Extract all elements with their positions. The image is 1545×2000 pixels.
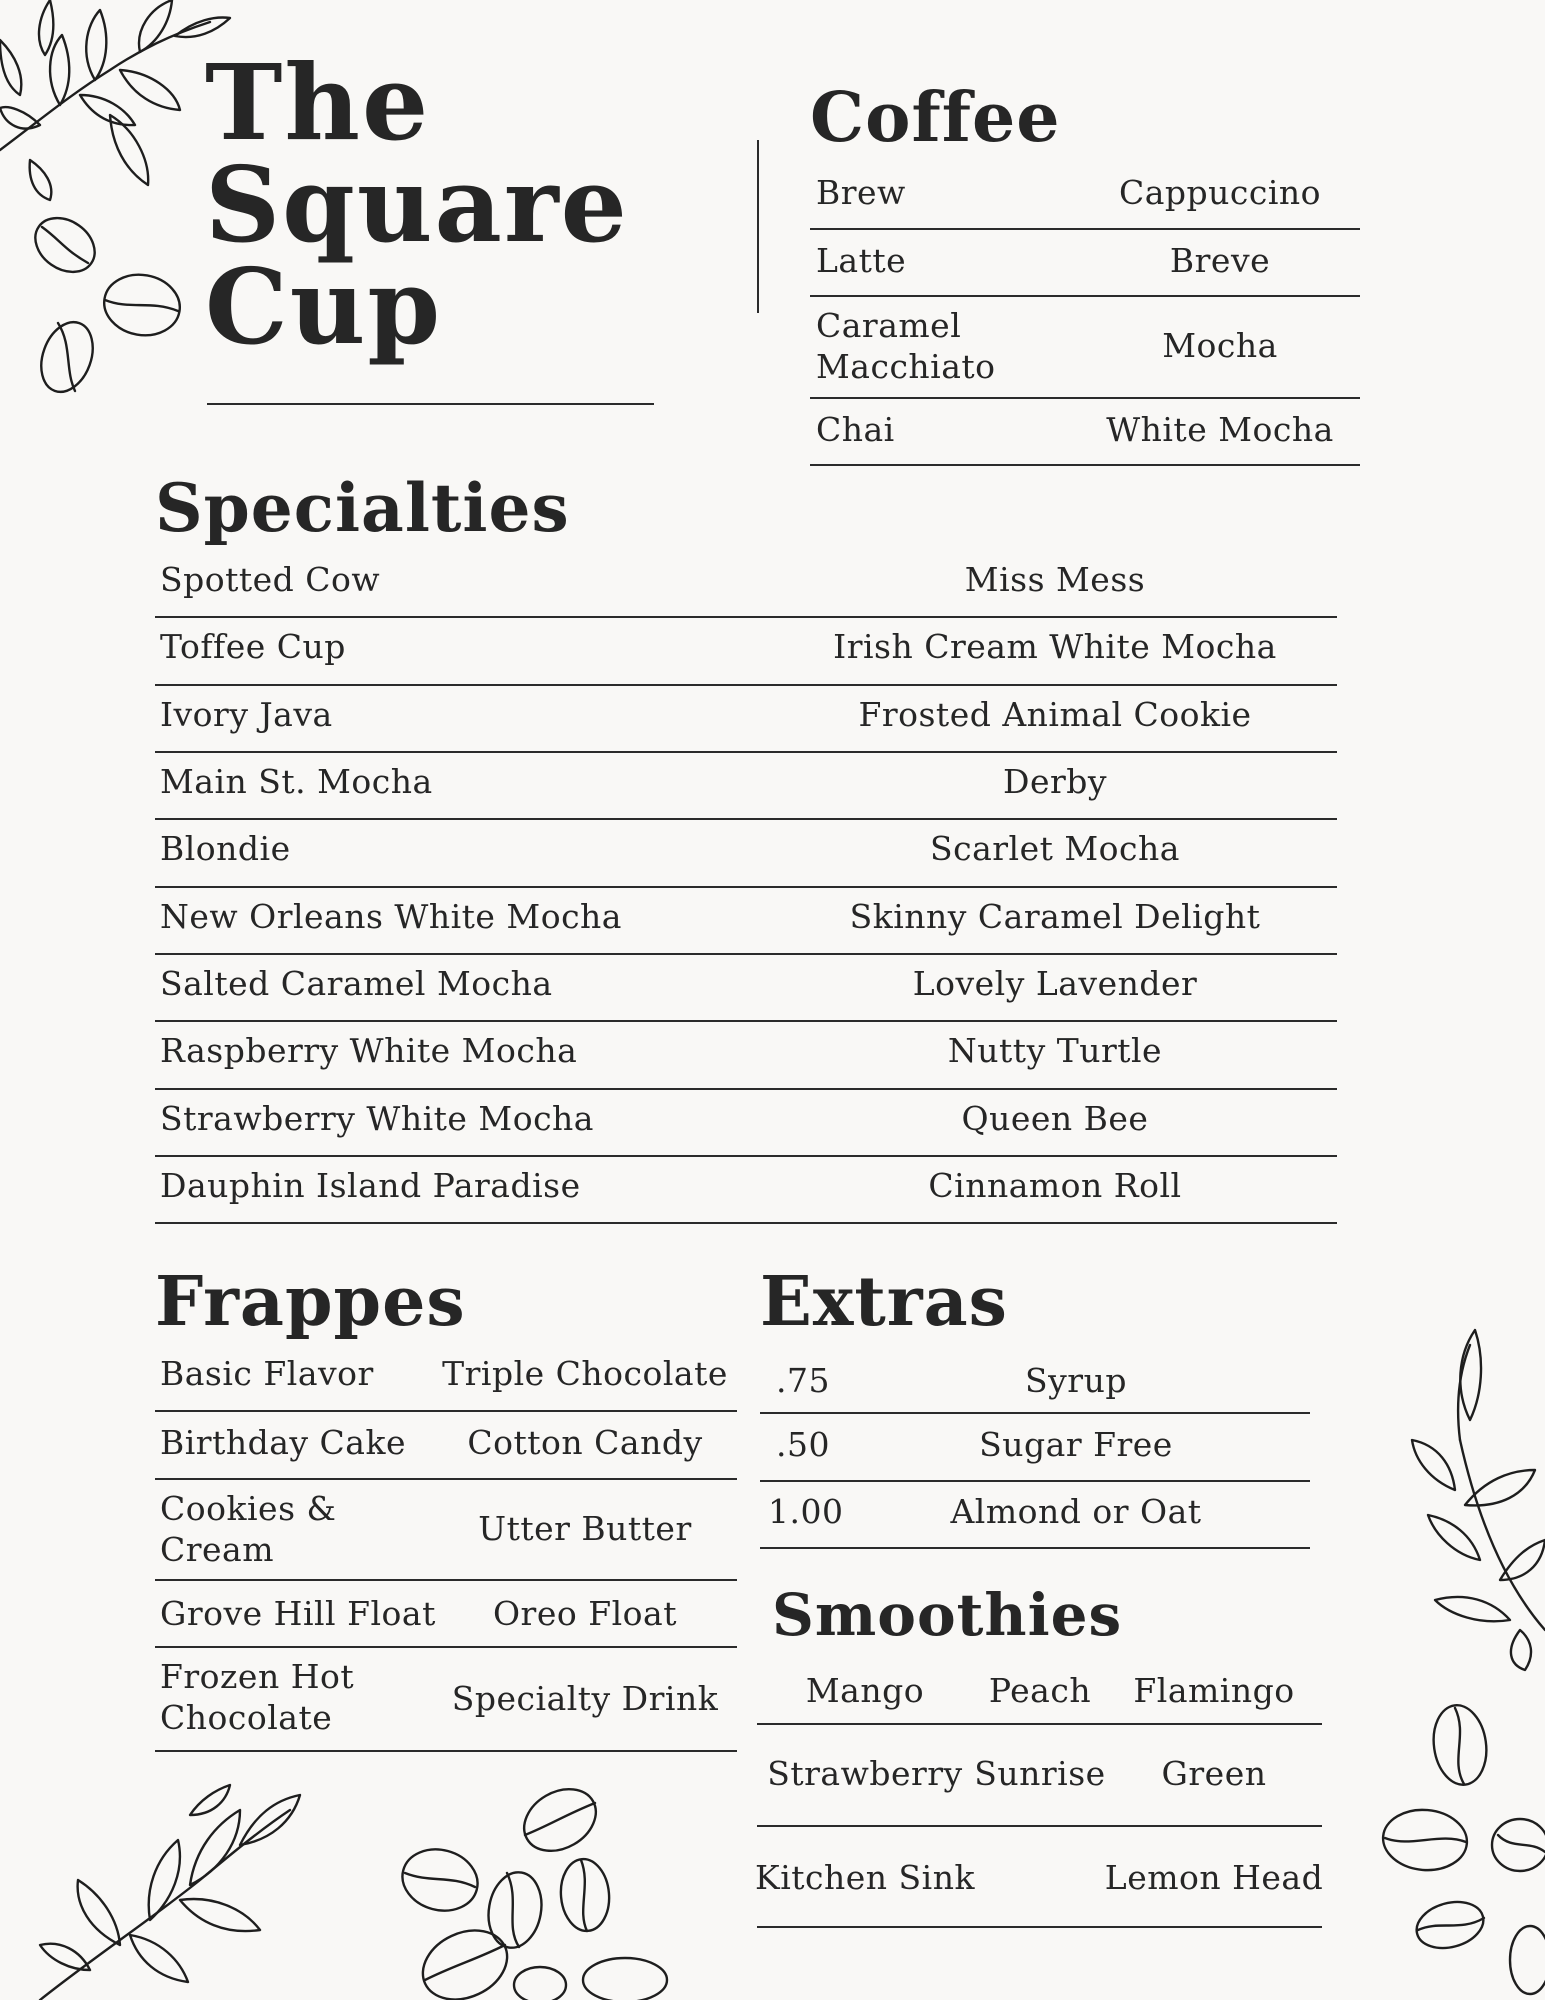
extras-heading: Extras bbox=[760, 1262, 1008, 1342]
leaf-sprig-icon bbox=[1360, 1330, 1545, 1670]
list-item bbox=[757, 1827, 1322, 1928]
item-name: Frosted Animal Cookie bbox=[858, 695, 1252, 734]
item-name: Cappuccino bbox=[1118, 173, 1322, 212]
item-name: Triple Chocolate bbox=[442, 1354, 728, 1393]
list-item bbox=[155, 551, 1337, 618]
brand-title bbox=[205, 41, 629, 368]
price: 1.00 bbox=[768, 1492, 844, 1531]
coffee-bean-icon bbox=[20, 215, 190, 405]
item-name: Nutty Turtle bbox=[947, 1031, 1163, 1070]
specialties-heading: Specialties bbox=[155, 469, 570, 547]
list-item bbox=[810, 399, 1360, 466]
item-name: Blondie bbox=[160, 829, 291, 868]
list-item bbox=[760, 1348, 1310, 1414]
coffee-heading: Coffee bbox=[810, 78, 1061, 158]
item-name: Queen Bee bbox=[961, 1099, 1149, 1138]
item-name: Strawberry bbox=[767, 1754, 963, 1793]
item-name: Almond or Oat bbox=[950, 1492, 1202, 1531]
item-name: Mocha bbox=[1162, 326, 1278, 365]
item-name: Sugar Free bbox=[979, 1425, 1173, 1464]
list-item bbox=[810, 297, 1360, 399]
list-item bbox=[155, 1480, 737, 1581]
item-name: Scarlet Mocha bbox=[930, 829, 1180, 868]
list-item bbox=[810, 230, 1360, 297]
item-name: Basic Flavor bbox=[160, 1354, 374, 1393]
list-item bbox=[760, 1482, 1310, 1549]
list-item bbox=[810, 162, 1360, 230]
item-name: Toffee Cup bbox=[160, 627, 346, 666]
list-item bbox=[155, 1581, 737, 1648]
item-name: Peach bbox=[988, 1671, 1092, 1710]
item-name: Irish Cream White Mocha bbox=[833, 627, 1277, 666]
list-item bbox=[155, 753, 1337, 820]
list-item bbox=[757, 1660, 1322, 1725]
leaf-sprig-icon bbox=[30, 1770, 300, 2000]
price: .75 bbox=[776, 1361, 830, 1400]
price: .50 bbox=[776, 1425, 830, 1464]
item-name: Lovely Lavender bbox=[912, 964, 1198, 1003]
item-name: Skinny Caramel Delight bbox=[849, 897, 1261, 936]
item-name: Strawberry White Mocha bbox=[160, 1099, 594, 1138]
item-name: Sunrise bbox=[974, 1754, 1106, 1793]
list-item bbox=[155, 1345, 737, 1412]
title-line: Square bbox=[205, 143, 629, 266]
list-item bbox=[155, 888, 1337, 955]
item-name: Frozen Hot Chocolate bbox=[160, 1657, 355, 1737]
list-item bbox=[757, 1725, 1322, 1827]
list-item bbox=[155, 1648, 737, 1752]
list-item bbox=[155, 686, 1337, 753]
item-name: Flamingo bbox=[1133, 1671, 1295, 1710]
list-item bbox=[760, 1414, 1310, 1482]
list-item bbox=[155, 1090, 1337, 1157]
list-item bbox=[155, 820, 1337, 888]
frappes-heading: Frappes bbox=[155, 1262, 466, 1342]
item-name: Oreo Float bbox=[493, 1594, 677, 1633]
item-name: New Orleans White Mocha bbox=[160, 897, 622, 936]
item-name: Latte bbox=[816, 241, 907, 280]
item-name: Spotted Cow bbox=[160, 560, 381, 599]
item-name: Ivory Java bbox=[160, 695, 333, 734]
coffee-bean-icon bbox=[395, 1775, 675, 2000]
item-name: Cookies & Cream bbox=[160, 1489, 337, 1569]
coffee-bean-icon bbox=[1380, 1700, 1545, 2000]
item-name: Raspberry White Mocha bbox=[160, 1031, 578, 1070]
leaf-sprig-icon bbox=[0, 0, 230, 220]
item-name: Green bbox=[1161, 1754, 1267, 1793]
list-item bbox=[155, 1157, 1337, 1224]
item-name: Syrup bbox=[1025, 1361, 1127, 1400]
item-name: Kitchen Sink bbox=[755, 1858, 975, 1897]
item-name: Cotton Candy bbox=[467, 1423, 703, 1462]
vertical-divider bbox=[757, 140, 759, 313]
item-name: Brew bbox=[816, 173, 906, 212]
item-name: Utter Butter bbox=[478, 1509, 692, 1548]
item-name: Specialty Drink bbox=[451, 1679, 719, 1718]
item-name: Derby bbox=[1002, 762, 1108, 801]
list-item bbox=[155, 618, 1337, 686]
item-name: Chai bbox=[816, 410, 895, 449]
item-name: Dauphin Island Paradise bbox=[160, 1166, 581, 1205]
item-name: Salted Caramel Mocha bbox=[160, 964, 553, 1003]
title-line: The bbox=[205, 41, 431, 164]
item-name: Miss Mess bbox=[964, 560, 1146, 599]
item-name: Caramel Macchiato bbox=[816, 306, 996, 386]
smoothies-heading: Smoothies bbox=[772, 1581, 1123, 1649]
item-name: White Mocha bbox=[1106, 410, 1334, 449]
list-item bbox=[155, 1022, 1337, 1090]
item-name: Main St. Mocha bbox=[160, 762, 433, 801]
item-name: Birthday Cake bbox=[160, 1423, 406, 1462]
item-name: Mango bbox=[805, 1671, 925, 1710]
list-item bbox=[155, 1412, 737, 1480]
item-name: Lemon Head bbox=[1104, 1858, 1324, 1897]
title-underline bbox=[207, 403, 654, 405]
item-name: Cinnamon Roll bbox=[928, 1166, 1182, 1205]
list-item bbox=[155, 955, 1337, 1022]
title-line: Cup bbox=[205, 245, 443, 368]
item-name: Breve bbox=[1169, 241, 1271, 280]
item-name: Grove Hill Float bbox=[160, 1594, 436, 1633]
